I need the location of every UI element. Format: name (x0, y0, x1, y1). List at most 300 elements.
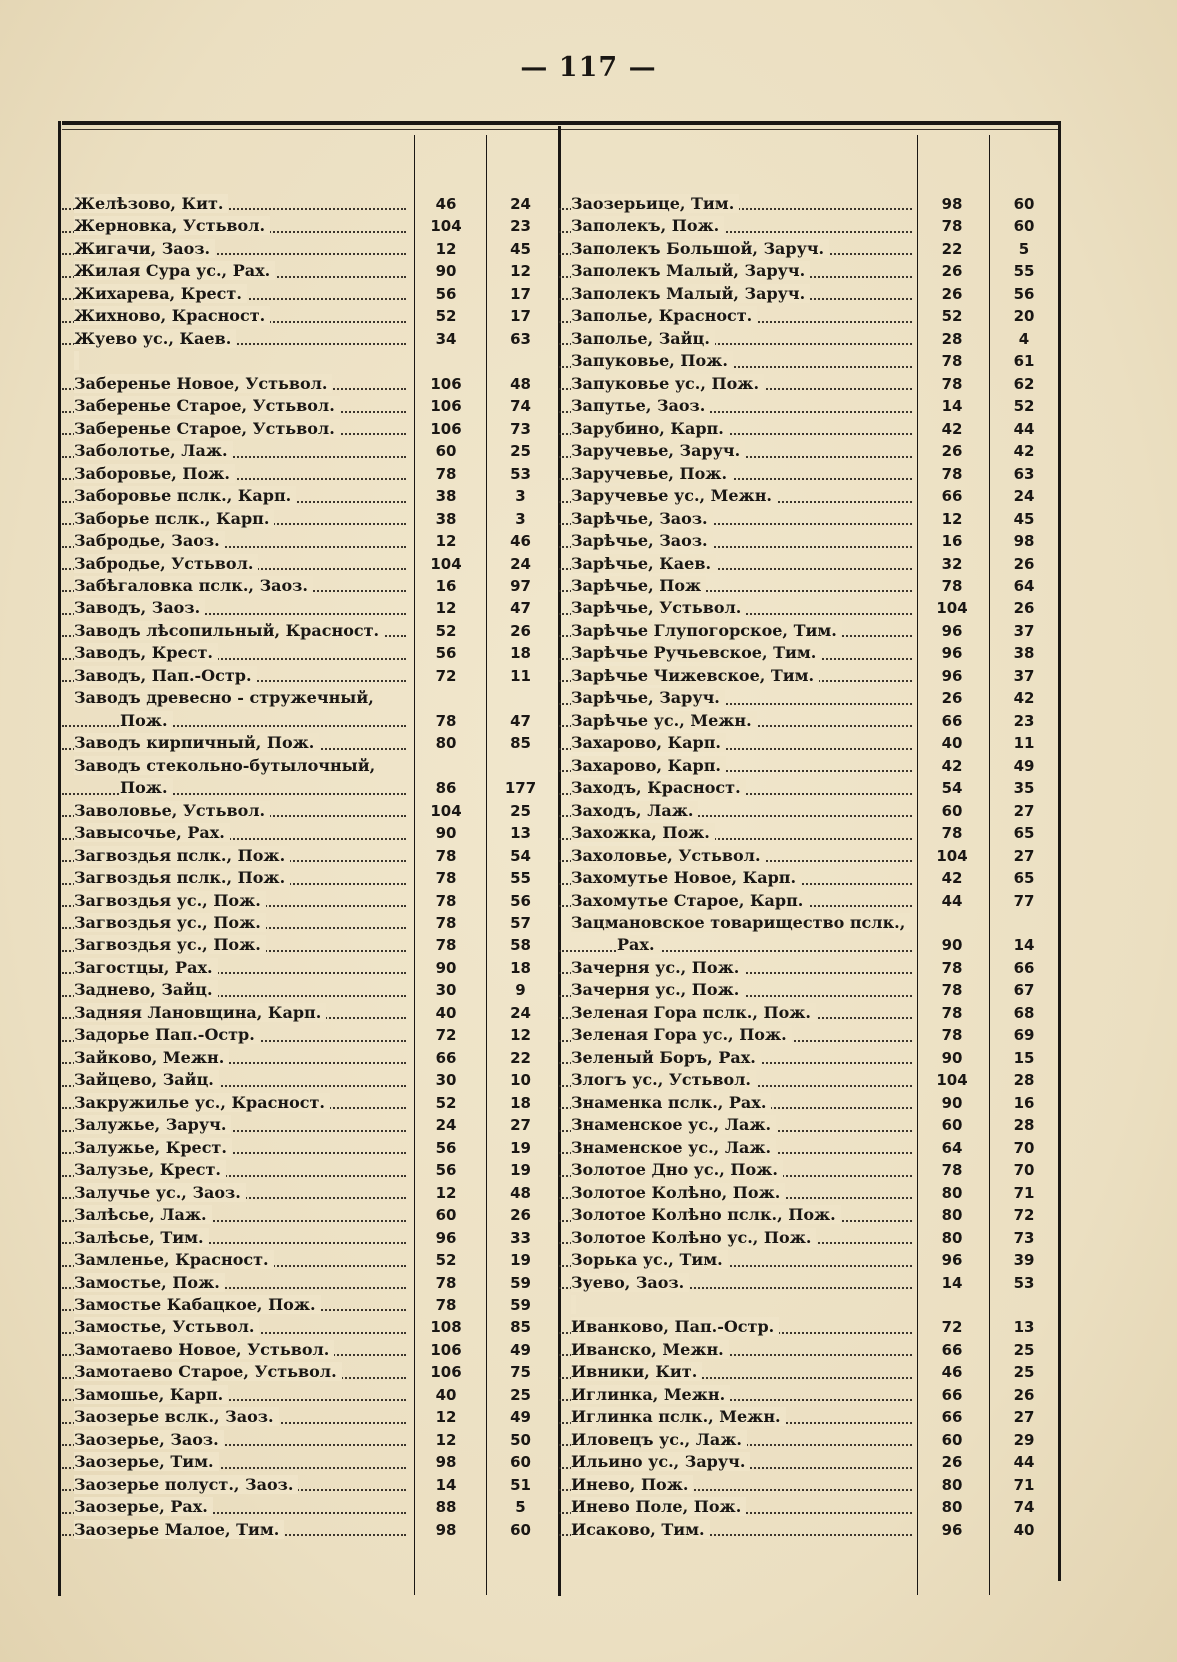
table-row (559, 1002, 1060, 1024)
place-name (559, 1204, 916, 1226)
place-name-text: Заводъ лѣсопильный, Красност. (74, 621, 384, 640)
place-name-text: Замотаево Старое, Устьвол. (74, 1362, 342, 1381)
place-name (559, 845, 916, 867)
entry-number: 22 (510, 1048, 531, 1067)
table-row (62, 305, 559, 327)
place-name-text: Зарѣчье Чижевское, Тим. (571, 666, 819, 685)
place-name-text: Зарѣчье, Устьвол. (571, 598, 746, 617)
place-name-text: Замостье Кабацкое, Пож. (74, 1295, 321, 1314)
table-row (62, 328, 559, 350)
page-ref: 46 (435, 195, 457, 213)
entry-number: 73 (510, 419, 531, 438)
entry-number: 26 (1013, 599, 1035, 618)
entry-number: 26 (1013, 554, 1035, 573)
place-name-text: Заозерье, Заоз. (74, 1430, 224, 1449)
table-row (62, 530, 559, 552)
place-name (559, 620, 916, 642)
place-name (62, 777, 410, 799)
place-name (559, 215, 916, 237)
table-row (559, 800, 1060, 822)
place-name (62, 1002, 410, 1024)
table-row (62, 1047, 559, 1069)
table-row (559, 485, 1060, 507)
entry-number: 59 (510, 1295, 531, 1314)
page-ref: 52 (435, 621, 457, 640)
page-ref: 40 (435, 1385, 457, 1404)
table-row (62, 710, 559, 732)
place-name (62, 755, 410, 777)
page-ref: 26 (941, 262, 963, 281)
table-row (62, 1474, 559, 1496)
page-ref: 12 (435, 1183, 457, 1202)
place-name-text: Заводъ древесно - стружечный, (74, 688, 379, 707)
place-name (62, 1114, 410, 1136)
place-name-text: Заводъ стекольно-бутылочный, (74, 756, 380, 775)
page-ref: 80 (941, 1228, 963, 1247)
place-name (62, 1204, 410, 1226)
page-ref: 80 (941, 1183, 963, 1202)
page-ref: 26 (941, 442, 963, 461)
entry-number: 25 (1013, 1363, 1035, 1382)
entry-number: 60 (510, 1520, 531, 1539)
top-rule-thin (62, 129, 1060, 130)
place-name (62, 260, 410, 282)
table-row (559, 508, 1060, 530)
page-ref: 78 (941, 1161, 963, 1180)
page-ref: 104 (430, 217, 462, 236)
place-name-text: Зачерня ус., Пож. (571, 980, 744, 999)
entry-number: 51 (510, 1475, 531, 1494)
place-name-text: Заручевье, Пож. (571, 464, 732, 483)
table-row (559, 1182, 1060, 1204)
table-row (559, 463, 1060, 485)
place-name-text: Загвоздья ус., Пож. (74, 913, 266, 932)
entry-number: 97 (510, 576, 531, 595)
place-name-text: Золотое Дно ус., Пож. (571, 1160, 783, 1179)
page-ref: 40 (941, 734, 963, 753)
place-name (559, 687, 916, 709)
place-name (559, 1406, 916, 1428)
place-name (559, 463, 916, 485)
page-ref: 66 (941, 711, 963, 730)
entry-number: 37 (1013, 666, 1035, 685)
place-name (62, 530, 410, 552)
place-name-text: Знаменское ус., Лаж. (571, 1138, 776, 1157)
place-name-text: Жихново, Красност. (74, 306, 270, 325)
place-name-text: Зарѣчье, Каев. (571, 554, 716, 573)
place-name-text: Зачерня ус., Пож. (571, 958, 744, 977)
table-row (62, 687, 559, 709)
entry-number: 17 (510, 307, 531, 326)
entry-number: 60 (1013, 217, 1035, 236)
place-name (559, 890, 916, 912)
table-row (62, 597, 559, 619)
entry-number: 17 (510, 284, 531, 303)
table-row (62, 553, 559, 575)
entry-number: 52 (1013, 397, 1035, 416)
entry-number: 23 (1013, 711, 1035, 730)
table-row (559, 890, 1060, 912)
place-name (62, 1272, 410, 1294)
table-row (559, 1339, 1060, 1361)
table-row (62, 463, 559, 485)
place-name (62, 1429, 410, 1451)
place-name (62, 1092, 410, 1114)
table-row (62, 1092, 559, 1114)
table-row (559, 687, 1060, 709)
entry-number: 71 (1013, 1475, 1035, 1494)
table-row (62, 912, 559, 934)
place-name (559, 1272, 916, 1294)
entry-number: 5 (515, 1498, 526, 1517)
place-name (559, 1092, 916, 1114)
page-ref: 78 (941, 217, 963, 236)
page-ref: 78 (941, 576, 963, 595)
page-ref: 12 (435, 1408, 457, 1427)
page-ref: 90 (941, 936, 963, 955)
table-row (559, 328, 1060, 350)
place-name (559, 957, 916, 979)
page-ref: 42 (941, 869, 963, 888)
entry-number: 14 (1013, 936, 1035, 955)
place-name-text: Иванско, Межн. (571, 1340, 729, 1359)
page-ref: 90 (435, 262, 457, 281)
table-row (559, 553, 1060, 575)
page-ref: 80 (435, 734, 457, 753)
place-name-text: Залузье, Крест. (74, 1160, 226, 1179)
place-name-text: Запуковье, Пож. (571, 351, 733, 370)
table-row (559, 710, 1060, 732)
place-name-text: Заполье, Зайц. (571, 329, 715, 348)
place-name (62, 1519, 410, 1541)
table-row (559, 1204, 1060, 1226)
entry-number: 64 (1013, 576, 1035, 595)
entry-number: 10 (510, 1071, 531, 1090)
page-ref: 98 (941, 195, 963, 213)
place-name (559, 395, 916, 417)
entry-number: 48 (510, 374, 531, 393)
entry-number: 47 (510, 599, 531, 618)
place-name-text: Ильино ус., Заруч. (571, 1452, 750, 1471)
place-name-text: Заводъ, Крест. (74, 643, 218, 662)
entry-number: 40 (1013, 1520, 1035, 1539)
table-row (62, 1002, 559, 1024)
entry-number: 44 (1013, 419, 1035, 438)
place-name-text: Зуево, Заоз. (571, 1273, 689, 1292)
page-ref: 12 (435, 532, 457, 551)
place-name-text: Золотое Колѣно пслк., Пож. (571, 1205, 841, 1224)
entry-number: 39 (1013, 1251, 1035, 1270)
place-name (62, 687, 410, 709)
place-name (559, 485, 916, 507)
place-name (62, 1474, 410, 1496)
place-name-text: Заполекъ Большой, Заруч. (571, 239, 829, 258)
place-name-text: Заходъ, Красност. (571, 778, 746, 797)
table-row (62, 665, 559, 687)
place-name-text: Заберенье Новое, Устьвол. (74, 374, 332, 393)
table-row (62, 934, 559, 956)
place-name-text: Захарово, Карп. (571, 756, 726, 775)
place-name-text: Завысочье, Рах. (74, 823, 230, 842)
place-name-text: Пож. (120, 711, 173, 730)
page-ref: 104 (936, 846, 968, 865)
page-ref: 86 (435, 779, 457, 798)
table-row (62, 800, 559, 822)
entry-number: 70 (1013, 1138, 1035, 1157)
table-row (559, 1114, 1060, 1136)
entry-number: 71 (1013, 1183, 1035, 1202)
place-name (559, 710, 916, 732)
table-row (62, 1384, 559, 1406)
entry-number: 66 (1013, 958, 1035, 977)
place-name (559, 530, 916, 552)
page-ref: 96 (941, 621, 963, 640)
page-number: — 117 — (520, 52, 657, 83)
table-row (62, 485, 559, 507)
page-ref: 52 (941, 307, 963, 326)
place-name-text: Золотое Колѣно ус., Пож. (571, 1228, 816, 1247)
page-ref: 30 (435, 1071, 457, 1090)
place-name-text: Заручевье, Заруч. (571, 441, 745, 460)
place-name (559, 553, 916, 575)
table-row (559, 350, 1060, 372)
place-name (62, 1496, 410, 1518)
place-name (62, 328, 410, 350)
table-row (62, 193, 559, 215)
entry-number: 57 (510, 914, 531, 932)
entry-number: 24 (510, 195, 531, 213)
place-name-text: Знаменское ус., Лаж. (571, 1115, 776, 1134)
place-name-text: Заволовье, Устьвол. (74, 801, 270, 820)
place-name (62, 1249, 410, 1271)
table-row (559, 1047, 1060, 1069)
place-name-text: Зарѣчье ус., Межн. (571, 711, 757, 730)
place-name (559, 350, 916, 372)
entry-number: 54 (510, 846, 531, 865)
page-ref: 96 (941, 644, 963, 663)
entry-number: 63 (1013, 464, 1035, 483)
page-ref: 96 (941, 1520, 963, 1539)
entry-number: 61 (1013, 352, 1035, 371)
place-name-text: Заполекъ Малый, Заруч. (571, 261, 810, 280)
place-name-text: Зайково, Межн. (74, 1048, 229, 1067)
place-name (62, 1451, 410, 1473)
table-row (559, 1227, 1060, 1249)
entry-number: 49 (510, 1340, 531, 1359)
page-ref: 60 (941, 1116, 963, 1135)
table-row (559, 1316, 1060, 1338)
page-ref: 66 (941, 1385, 963, 1404)
page-ref: 78 (941, 981, 963, 1000)
page-ref: 78 (941, 374, 963, 393)
entry-number: 68 (1013, 1003, 1035, 1022)
place-name (62, 215, 410, 237)
entry-number: 27 (1013, 801, 1035, 820)
place-name-text: Зацмановское товарищество пслк., (571, 913, 910, 932)
entry-number: 16 (1013, 1093, 1035, 1112)
entry-number: 55 (1013, 262, 1035, 281)
place-name-text: Заозерье Малое, Тим. (74, 1520, 284, 1539)
place-name-text: Иглинка пслк., Межн. (571, 1407, 786, 1426)
place-name-text: Зарѣчье, Заоз. (571, 509, 713, 528)
entry-number: 24 (1013, 487, 1035, 506)
place-name (62, 1182, 410, 1204)
table-row (559, 1429, 1060, 1451)
table-row (62, 1429, 559, 1451)
table-row (62, 1339, 559, 1361)
entry-number: 11 (1013, 734, 1035, 753)
place-name-text: Залѣсье, Тим. (74, 1228, 209, 1247)
table-row (559, 1272, 1060, 1294)
entry-number: 60 (1013, 195, 1035, 213)
table-row (559, 1519, 1060, 1541)
entry-number: 12 (510, 1026, 531, 1045)
entry-number: 35 (1013, 779, 1035, 798)
page-ref: 66 (435, 1048, 457, 1067)
page-ref: 96 (435, 1228, 457, 1247)
page-ref: 12 (941, 509, 963, 528)
place-name-text: Захарово, Карп. (571, 733, 726, 752)
entry-number: 44 (1013, 1453, 1035, 1472)
place-name (559, 1114, 916, 1136)
place-name-text: Зарѣчье Глупогорское, Тим. (571, 621, 842, 640)
entry-number: 72 (1013, 1206, 1035, 1225)
place-name-text: Жигачи, Заоз. (74, 239, 215, 258)
place-name-text: Запутье, Заоз. (571, 396, 710, 415)
table-row (559, 777, 1060, 799)
place-name-text: Забѣгаловка пслк., Заоз. (74, 576, 313, 595)
table-row (559, 732, 1060, 754)
entry-number: 60 (510, 1453, 531, 1472)
entry-number: 28 (1013, 1116, 1035, 1135)
table-row (62, 867, 559, 889)
place-name (559, 1249, 916, 1271)
place-name (62, 193, 410, 215)
place-name-text: Заводъ, Заоз. (74, 598, 205, 617)
entry-number: 85 (510, 1318, 531, 1337)
place-name-text: Заполекъ, Пож. (571, 216, 724, 235)
entry-number: 4 (1018, 329, 1030, 348)
table-row (62, 732, 559, 754)
table-row (62, 1159, 559, 1181)
place-name-text: Задняя Лановщина, Карп. (74, 1003, 326, 1022)
table-row (559, 1406, 1060, 1428)
entry-number: 18 (510, 644, 531, 663)
entry-number: 3 (515, 509, 526, 528)
page-ref: 30 (435, 981, 457, 1000)
place-name-text: Заозерьице, Тим. (571, 194, 739, 213)
place-name (559, 1002, 916, 1024)
leader-dots (62, 725, 406, 727)
entry-number: 53 (1013, 1273, 1035, 1292)
place-name-text: Жихарева, Крест. (74, 284, 247, 303)
page-ref: 78 (435, 711, 457, 730)
place-name (559, 822, 916, 844)
page-ref: 78 (435, 869, 457, 888)
table-row (62, 418, 559, 440)
entry-number: 25 (510, 442, 531, 461)
place-name-text: Замостье, Пож. (74, 1273, 225, 1292)
page-ref: 96 (941, 666, 963, 685)
table-row (62, 440, 559, 462)
place-name-text: Заозерье полуст., Заоз. (74, 1475, 298, 1494)
entry-number: 45 (1013, 509, 1035, 528)
place-name-text: Загвоздья пслк., Пож. (74, 846, 290, 865)
place-name-text: Инево, Пож. (571, 1475, 693, 1494)
entry-number: 19 (510, 1161, 531, 1180)
page-ref: 72 (435, 666, 457, 685)
place-name (62, 1159, 410, 1181)
place-name-text: Золотое Колѣно, Пож. (571, 1183, 785, 1202)
entry-number: 56 (510, 891, 531, 910)
table-row (559, 597, 1060, 619)
place-name (559, 1361, 916, 1383)
table-row (559, 193, 1060, 215)
table-row (559, 440, 1060, 462)
place-name-text: Заднево, Зайц. (74, 980, 218, 999)
page-ref: 46 (941, 1363, 963, 1382)
place-name (62, 710, 410, 732)
page-ref: 106 (430, 397, 462, 416)
table-row (559, 418, 1060, 440)
entry-number: 42 (1013, 689, 1035, 708)
entry-number: 58 (510, 936, 531, 955)
place-name (62, 463, 410, 485)
entry-number: 5 (1018, 239, 1030, 258)
entry-number: 13 (1013, 1318, 1035, 1337)
page-ref: 60 (435, 1206, 457, 1225)
entry-number: 26 (1013, 1385, 1035, 1404)
page-ref: 108 (430, 1318, 462, 1337)
table-row (62, 755, 559, 777)
place-name (62, 418, 410, 440)
page-ref: 78 (941, 1003, 963, 1022)
place-name-text: Захоловье, Устьвол. (571, 846, 766, 865)
table-row (62, 575, 559, 597)
page-ref: 78 (435, 936, 457, 955)
entry-number: 33 (510, 1228, 531, 1247)
entry-number: 48 (510, 1183, 531, 1202)
entry-number: 45 (510, 239, 531, 258)
table-row (559, 755, 1060, 777)
place-name-text: Заозерье, Рах. (74, 1497, 213, 1516)
table-row (62, 1249, 559, 1271)
page-ref: 44 (941, 891, 963, 910)
table-row (62, 1406, 559, 1428)
page-ref: 106 (430, 1340, 462, 1359)
place-name (62, 1361, 410, 1383)
page-ref: 106 (430, 419, 462, 438)
entry-number: 46 (510, 532, 531, 551)
page-ref: 66 (941, 1340, 963, 1359)
page-ref: 14 (941, 1273, 963, 1292)
place-name (62, 1137, 410, 1159)
place-name-text: Залужье, Крест. (74, 1138, 232, 1157)
table-row (559, 238, 1060, 260)
page-ref: 24 (435, 1116, 457, 1135)
place-name (62, 373, 410, 395)
place-name-text: Захомутье Старое, Карп. (571, 891, 808, 910)
table-row (559, 530, 1060, 552)
page-ref: 64 (941, 1138, 963, 1157)
place-name-text: Загостцы, Рах. (74, 958, 218, 977)
place-name (62, 238, 410, 260)
table-row (559, 934, 1060, 956)
place-name (559, 328, 916, 350)
entry-number: 11 (510, 666, 531, 685)
place-name (62, 508, 410, 530)
place-name (559, 260, 916, 282)
